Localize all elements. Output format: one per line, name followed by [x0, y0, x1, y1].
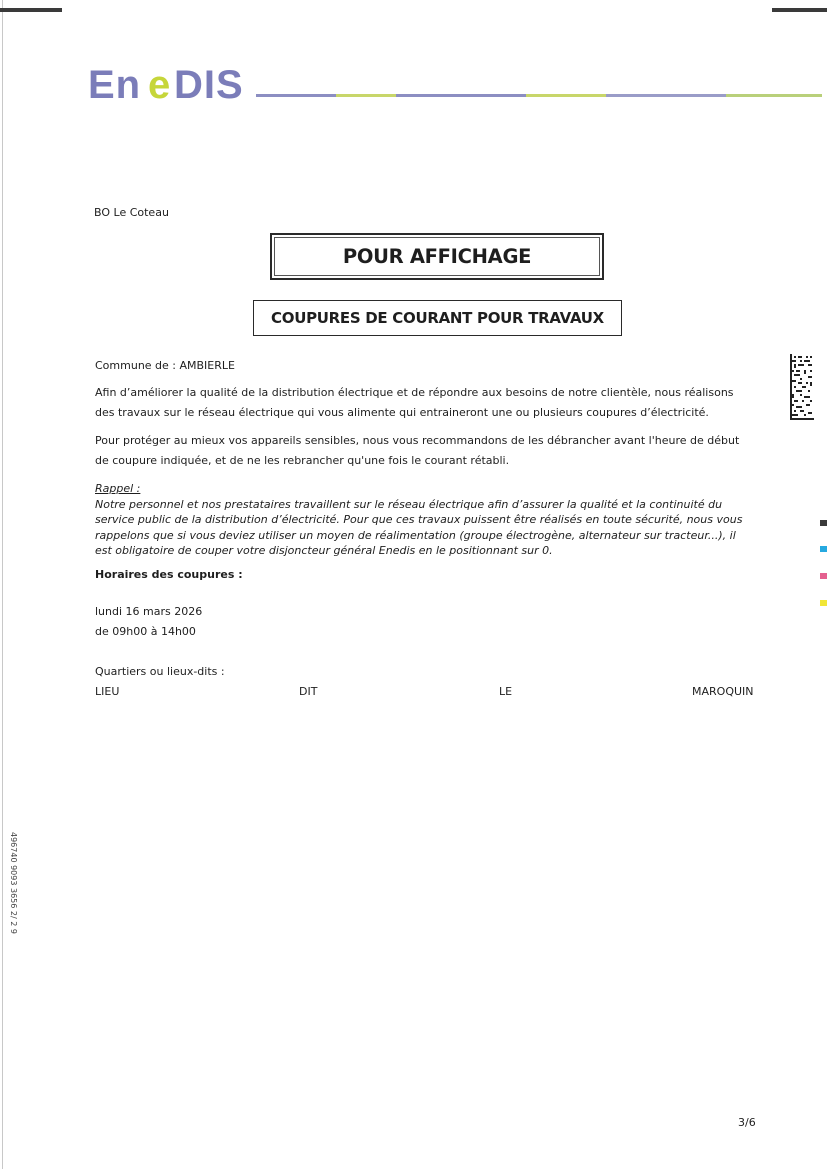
registration-mark-cyan	[820, 546, 827, 552]
svg-text:e: e	[148, 63, 171, 106]
svg-text:En: En	[88, 63, 142, 106]
schedule-time: de 09h00 à 14h00	[95, 625, 196, 638]
paragraph-advice: Pour protéger au mieux vos appareils sensibles, nous vous recommandons de les débrancher avant l'heure de début de coupure indiquée, et de ne les rebrancher qu'une fois le courant rétabli.	[95, 434, 740, 467]
schedule-heading: Horaires des coupures :	[95, 568, 243, 581]
locations-heading: Quartiers ou lieux-dits :	[95, 665, 225, 678]
schedule-date: lundi 16 mars 2026	[95, 605, 203, 618]
location-word: LIEU	[95, 685, 120, 698]
rappel-text: Notre personnel et nos prestataires travaillent sur le réseau électrique afin d’assurer la qualité et la continuité du service public de la distribution d’électricité. Pour que ces travaux puissent être réalisés en toute sécurité, nous vous rappelons que si vous deviez utiliser un moyen de réalimentation (groupe électrogène, alternateur sur tracteur...), il est obligatoire de couper votre disjoncteur général Enedis en le positionnant sur 0.	[95, 497, 743, 557]
location-word: MAROQUIN	[692, 685, 754, 698]
page-number: 3/6	[738, 1116, 756, 1129]
paragraph-intro: Afin d’améliorer la qualité de la distribution électrique et de répondre aux besoins de notre clientèle, nous réalisons des travaux sur le réseau électrique qui vous alimente qui entraineront une ou plusieurs coupures d’électricité.	[95, 386, 734, 419]
registration-mark-yellow	[820, 600, 827, 606]
margin-code: 496740 9093 3656 2/ 2 9	[9, 832, 18, 934]
scan-mark-right	[772, 8, 827, 12]
rappel-label: Rappel :	[95, 482, 141, 495]
notice-title: POUR AFFICHAGE	[270, 233, 604, 280]
scan-mark-left	[0, 8, 62, 12]
enedis-logo	[88, 62, 248, 106]
registration-mark-magenta	[820, 573, 827, 579]
datamatrix-code	[790, 354, 814, 420]
registration-mark-black	[820, 520, 827, 526]
logo-underline	[256, 94, 822, 97]
rappel-block	[95, 481, 755, 559]
svg-text:DIS: DIS	[174, 63, 244, 106]
notice-subtitle: COUPURES DE COURANT POUR TRAVAUX	[253, 300, 622, 336]
location-word: LE	[499, 685, 513, 698]
commune: Commune de : AMBIERLE	[95, 359, 235, 372]
location-word: DIT	[299, 685, 318, 698]
scan-edge	[2, 0, 3, 1169]
sender: BO Le Coteau	[94, 206, 169, 219]
